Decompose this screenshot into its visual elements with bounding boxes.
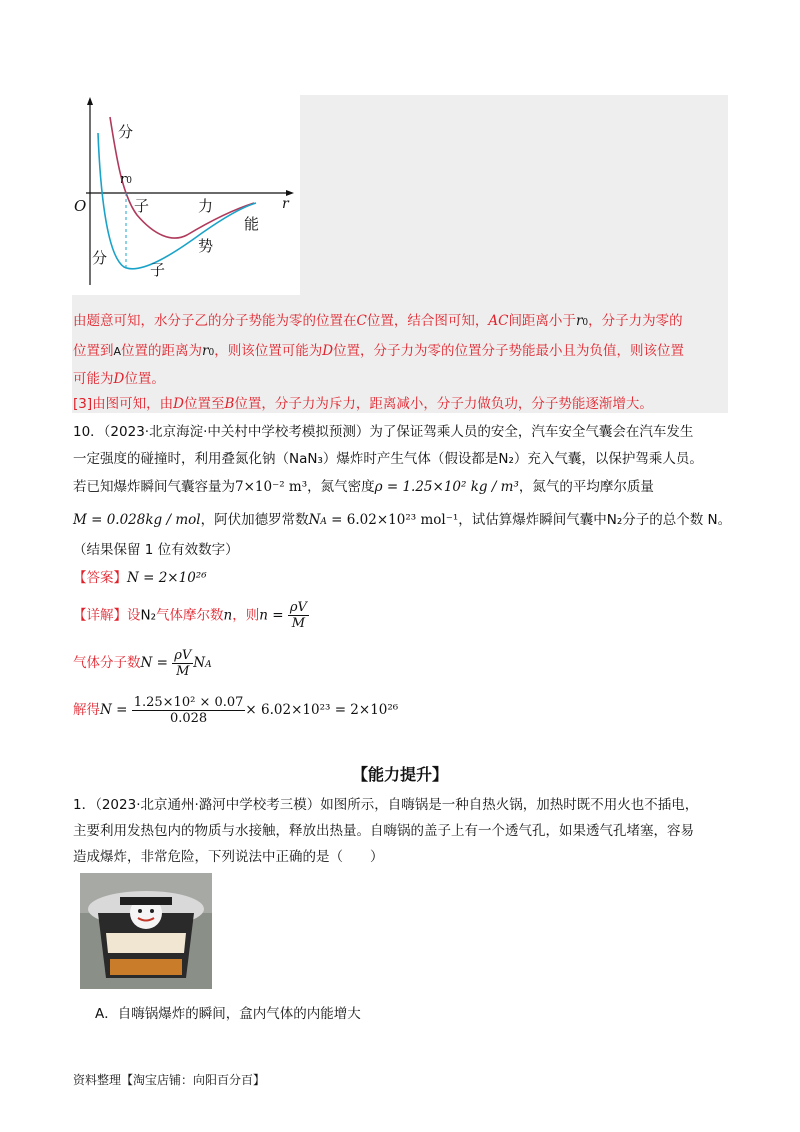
label-origin: O <box>74 197 87 215</box>
q10-solution: 解得N = $\frac{\text{1.25×10² × 0.07}}{0.028}$ × 6.02×10²³ = 2×10²⁶ <box>73 694 399 726</box>
q1-line-1: 1．（2023·北京通州·潞河中学校考三模）如图所示，自嗨锅是一种自热火锅，加热时既不用火也不插电， <box>73 797 699 813</box>
fraction-rho-v-over-m-2: $\frac{\rho V}{M}$ <box>174 647 192 679</box>
q1-line-2: 主要利用发热包内的物质与水接触，释放出热量。自嗨锅的盖子上有一个透气孔，如果透气孔堵塞，容易 <box>73 823 694 839</box>
potential-curve <box>98 133 256 269</box>
q1-line-3: 造成爆炸，非常危险，下列说法中正确的是（ ） <box>73 849 384 865</box>
q1-option-a: A．自嗨锅爆炸的瞬间，盒内气体的内能增大 <box>95 1006 361 1022</box>
y-axis-arrow <box>87 97 93 105</box>
q10-line-2: 一定强度的碰撞时，利用叠氮化钠（NaN₃）爆炸时产生气体（假设都是N₂）充入气囊，以保护驾乘人员。 <box>73 451 703 467</box>
q10-answer: 【答案】N = 2×10²⁶ <box>73 570 207 586</box>
analysis-line-1: 由题意可知，水分子乙的分子势能为零的位置在C位置，结合图可知，AC间距离小于r0，分子力为零的 <box>73 313 683 329</box>
q10-detail: 【详解】设N₂气体摩尔数n，则n = $\frac{\rho V}{M}$ <box>73 600 307 631</box>
analysis-line-4: [3]由图可知，由D位置至B位置，分子力为斥力，距离减小，分子力做负功，分子势能逐渐增大。 <box>73 396 653 412</box>
label-li: 力 <box>198 197 214 215</box>
label-fen-bottom: 分 <box>92 249 108 267</box>
label-fen-top: 分 <box>118 123 134 141</box>
label-shi: 势 <box>198 237 214 255</box>
fraction-solution: $\frac{\text{1.25×10² × 0.07}}{0.028}$ <box>133 694 244 726</box>
analysis-line-2: 位置到A位置的距离为r0，则该位置可能为D位置，分子力为零的位置分子势能最小且为负值，则该位置 <box>73 343 685 359</box>
molecular-force-potential-graph <box>72 95 300 295</box>
q10-line-5: （结果保留 1 位有效数字） <box>73 542 239 558</box>
hotpot-illustration <box>80 873 212 989</box>
fraction-rho-v-over-m: $\frac{\rho V}{M}$ <box>289 600 307 631</box>
q10-line-4: M = 0.028kg / mol，阿伏加德罗常数NA = 6.02×10²³ mol⁻¹，试估算爆炸瞬间气囊中N₂分子的总个数 N。 <box>73 512 732 528</box>
label-zi-bottom: 子 <box>150 261 166 279</box>
label-r0: r0 <box>120 172 132 187</box>
q10-line-1: 10．（2023·北京海淀·中关村中学校考模拟预测）为了保证驾乘人员的安全，汽车安全气囊会在汽车发生 <box>73 424 694 440</box>
self-heating-hotpot-photo <box>80 873 212 989</box>
analysis-line-3: 可能为D位置。 <box>73 371 165 387</box>
section-title: 【能力提升】 <box>351 765 448 784</box>
label-neng: 能 <box>244 215 260 233</box>
q10-molecule-count: 气体分子数N = $\frac{\rho V}{M}$ NA <box>73 647 212 679</box>
footer-source: 资料整理【淘宝店铺：向阳百分百】 <box>73 1073 266 1087</box>
label-r-axis: r <box>282 196 289 212</box>
q10-line-3: 若已知爆炸瞬间气囊容量为7×10⁻² m³，氮气密度ρ = 1.25×10² kg / m³，氮气的平均摩尔质量 <box>73 479 654 495</box>
label-zi-top: 子 <box>134 197 150 215</box>
